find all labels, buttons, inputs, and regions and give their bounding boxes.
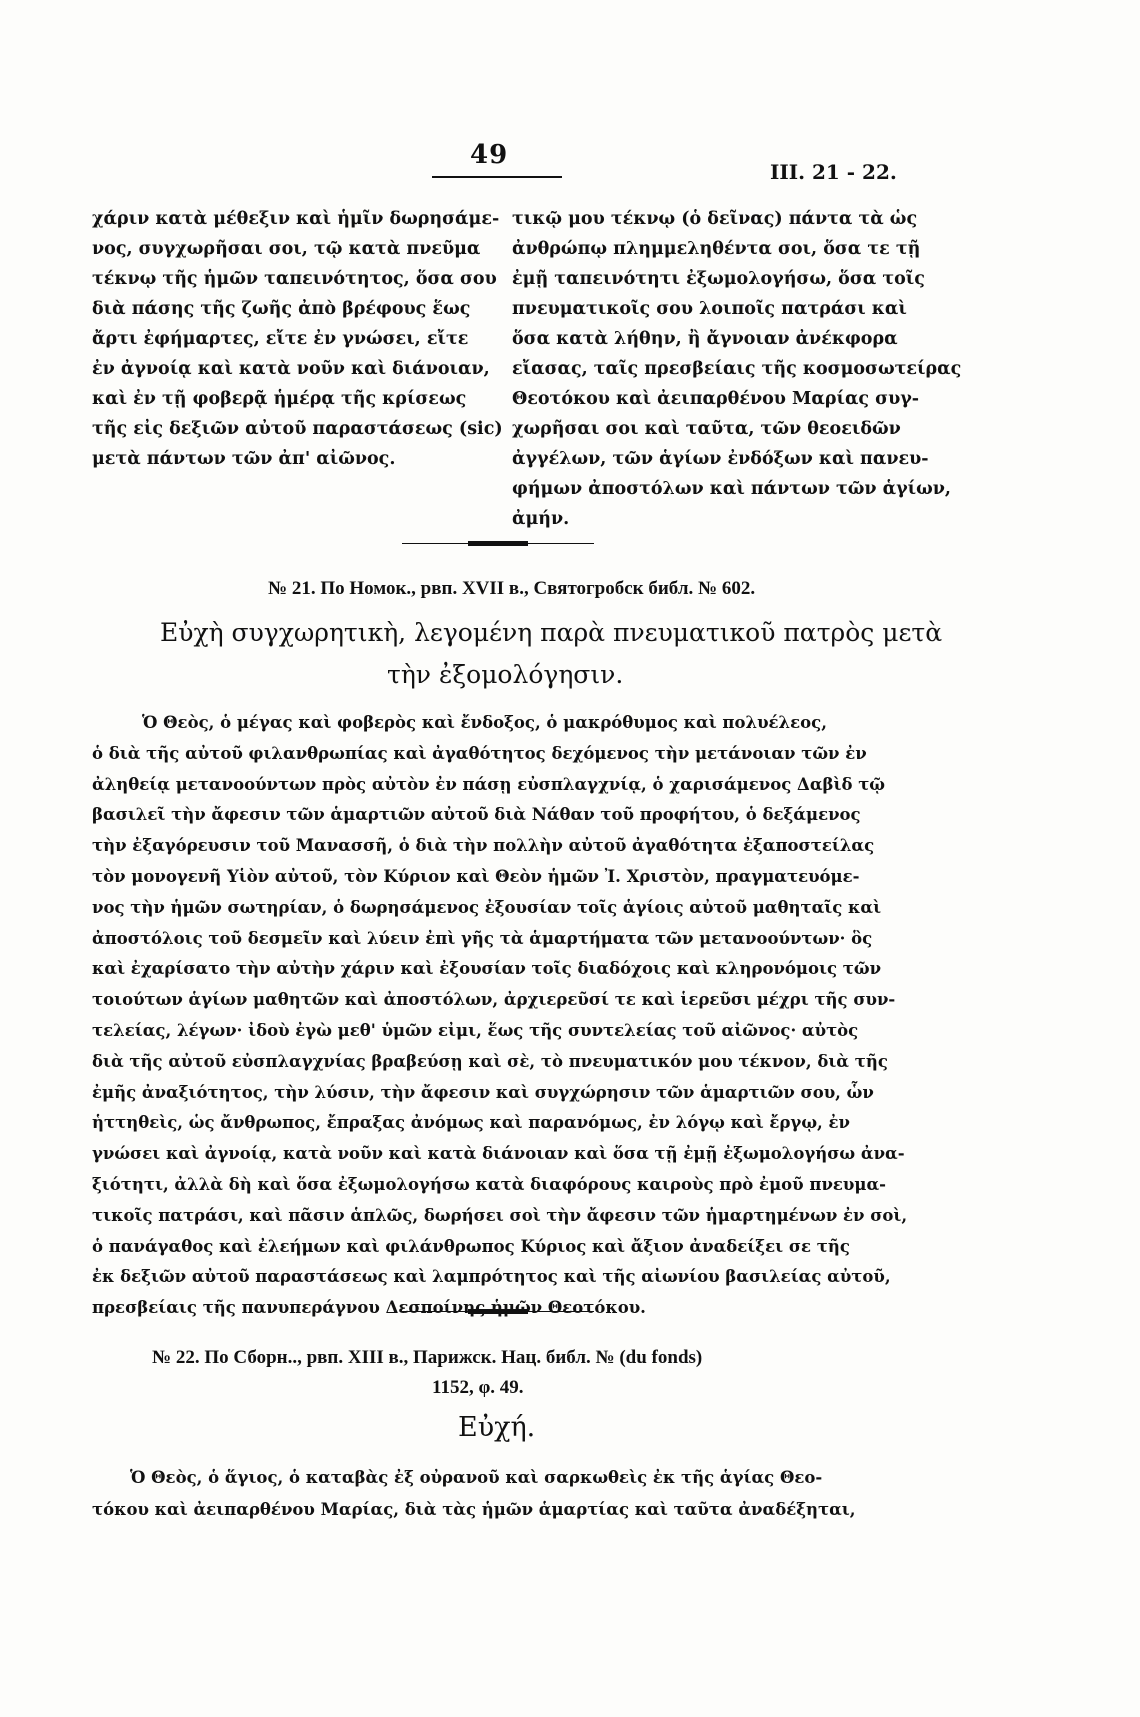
right-column-line: ἐμῇ ταπεινότητι ἐξωμολογήσω, ὅσα τοῖς	[512, 269, 925, 289]
body-line: γνώσει καὶ ἀγνοίᾳ, κατὰ νοῦν καὶ κατὰ διάνοιαν καὶ ὅσα τῇ ἐμῇ ἐξωμολογήσω ἀνα-	[92, 1144, 905, 1164]
separator-rule	[402, 543, 468, 544]
body-line: ξιότητι, ἀλλὰ δὴ καὶ ὅσα ἐξωμολογήσω κατὰ διαφόρους καιροὺς πρὸ ἐμοῦ πνευμα-	[92, 1174, 886, 1194]
right-column-line: Θεοτόκου καὶ ἀειπαρθένου Μαρίας συγ-	[512, 389, 920, 409]
separator-rule	[468, 1309, 528, 1314]
separator-rule	[402, 1311, 468, 1312]
section-22-body	[92, 1462, 922, 1526]
left-column-line: ἐν ἀγνοίᾳ καὶ κατὰ νοῦν καὶ διάνοιαν,	[92, 359, 490, 379]
section-21-body	[92, 708, 922, 1324]
body-line: ἀληθείᾳ μετανοούντων πρὸς αὐτὸν ἐν πάσῃ εὐσπλαγχνίᾳ, ὁ χαρισάμενος Δαβὶδ τῷ	[92, 774, 886, 794]
running-reference: III. 21 - 22.	[770, 160, 897, 184]
right-column-line: ἀμήν.	[512, 509, 570, 529]
body-line: βασιλεῖ τὴν ἄφεσιν τῶν ἁμαρτιῶν αὐτοῦ διὰ Νάθαν τοῦ προφήτου, ὁ δεξάμενος	[92, 805, 861, 825]
body-line: νος τὴν ἡμῶν σωτηρίαν, ὁ δωρησάμενος ἐξουσίαν τοῖς ἁγίοις αὐτοῦ μαθηταῖς καὶ	[92, 897, 882, 917]
left-column-line: τῆς εἰς δεξιῶν αὐτοῦ παραστάσεως (sic)	[92, 419, 503, 439]
body-line: τικοῖς πατράσι, καὶ πᾶσιν ἁπλῶς, δωρήσει σοὶ τὴν ἄφεσιν τῶν ἡμαρτημένων ἐν σοὶ,	[92, 1205, 908, 1225]
right-column-line: φήμων ἀποστόλων καὶ πάντων τῶν ἁγίων,	[512, 479, 952, 499]
header-rule	[432, 176, 562, 178]
body-line: ἡττηθεὶς, ὡς ἄνθρωπος, ἔπραξας ἀνόμως καὶ παρανόμως, ἐν λόγῳ καὶ ἔργῳ, ἐν	[92, 1113, 851, 1133]
left-column-line: χάριν κατὰ μέθεξιν καὶ ἡμῖν δωρησάμε-	[92, 209, 500, 229]
section-22-heading: 1152, φ. 49.	[432, 1377, 524, 1398]
body-line: τὴν ἐξαγόρευσιν τοῦ Μανασσῆ, ὁ διὰ τὴν πολλὴν αὐτοῦ ἀγαθότητα ἐξαποστείλας	[92, 836, 875, 856]
separator-rule	[528, 1311, 594, 1312]
body-line: τελείας, λέγων· ἰδοὺ ἐγὼ μεθ' ὑμῶν εἰμι, ἕως τῆς συντελείας τοῦ αἰῶνος· αὐτὸς	[92, 1020, 859, 1040]
right-column-line: ἀγγέλων, τῶν ἁγίων ἐνδόξων καὶ πανευ-	[512, 449, 929, 469]
section-22-heading: № 22. По Сборн.., рвп. XIII в., Парижск. Нац. библ. № (du fonds)	[152, 1347, 703, 1368]
left-column-line: τέκνῳ τῆς ἡμῶν ταπεινότητος, ὅσα σου	[92, 269, 497, 289]
body-line: ἐμῆς ἀναξιότητος, τὴν λύσιν, τὴν ἄφεσιν καὶ συγχώρησιν τῶν ἁμαρτιῶν σου, ὧν	[92, 1082, 874, 1102]
page-number: 49	[470, 140, 509, 170]
body-line: καὶ ἐχαρίσατο τὴν αὐτὴν χάριν καὶ ἐξουσίαν τοῖς διαδόχοις καὶ κληρονόμοις τῶν	[92, 959, 882, 979]
section-21-heading: № 21. По Номок., рвп. XVII в., Святогробск библ. № 602.	[268, 578, 756, 599]
section-21-title: Εὐχὴ συγχωρητικὴ, λεγομένη παρὰ πνευματικοῦ πατρὸς μετὰ	[160, 618, 943, 647]
right-column	[512, 204, 962, 534]
body-line: Ὁ Θεὸς, ὁ μέγας καὶ φοβερὸς καὶ ἔνδοξος, ὁ μακρόθυμος καὶ πολυέλεος,	[142, 713, 827, 732]
left-column-line: ἄρτι ἐφήμαρτες, εἴτε ἐν γνώσει, εἴτε	[92, 329, 469, 349]
body-line: Ὁ Θεὸς, ὁ ἅγιος, ὁ καταβὰς ἐξ οὐρανοῦ καὶ σαρκωθεὶς ἐκ τῆς ἁγίας Θεο-	[130, 1468, 823, 1487]
body-line: ὁ διὰ τῆς αὐτοῦ φιλανθρωπίας καὶ ἀγαθότητος δεχόμενος τὴν μετάνοιαν τῶν ἐν	[92, 743, 867, 763]
right-column-line: ἀνθρώπῳ πλημμεληθέντα σοι, ὅσα τε τῇ	[512, 239, 921, 259]
right-column-line: χωρῆσαι σοι καὶ ταῦτα, τῶν θεοειδῶν	[512, 419, 901, 439]
separator-rule	[528, 543, 594, 544]
separator-rule	[468, 541, 528, 546]
body-line: ἀποστόλοις τοῦ δεσμεῖν καὶ λύειν ἐπὶ γῆς τὰ ἁμαρτήματα τῶν μετανοούντων· ὃς	[92, 928, 873, 948]
left-column-line: καὶ ἐν τῇ φοβερᾷ ἡμέρᾳ τῆς κρίσεως	[92, 389, 467, 409]
body-line: πρεσβείαις τῆς πανυπεράγνου Δεσποίνης ἡμῶν Θεοτόκου.	[92, 1298, 646, 1318]
body-line: ἐκ δεξιῶν αὐτοῦ παραστάσεως καὶ λαμπρότητος καὶ τῆς αἰωνίου βασιλείας αὐτοῦ,	[92, 1267, 891, 1287]
body-line: τοιούτων ἁγίων μαθητῶν καὶ ἀποστόλων, ἀρχιερεῦσί τε καὶ ἱερεῦσι μέχρι τῆς συν-	[92, 990, 896, 1010]
right-column-line: τικῷ μου τέκνῳ (ὁ δεῖνας) πάντα τὰ ὡς	[512, 209, 918, 229]
body-line: τόκου καὶ ἀειπαρθένου Μαρίας, διὰ τὰς ἡμῶν ἁμαρτίας καὶ ταῦτα ἀναδέξηται,	[92, 1500, 856, 1519]
body-line: τὸν μονογενῆ Υἱὸν αὐτοῦ, τὸν Κύριον καὶ Θεὸν ἡμῶν Ἰ. Χριστὸν, πραγματευόμε-	[92, 866, 860, 886]
body-line: διὰ τῆς αὐτοῦ εὐσπλαγχνίας βραβεύσῃ καὶ σὲ, τὸ πνευματικόν μου τέκνον, διὰ τῆς	[92, 1051, 888, 1071]
body-line: ὁ πανάγαθος καὶ ἐλεήμων καὶ φιλάνθρωπος Κύριος καὶ ἄξιον ἀναδείξει σε τῆς	[92, 1236, 850, 1256]
left-column-line: διὰ πάσης τῆς ζωῆς ἀπὸ βρέφους ἕως	[92, 299, 471, 319]
left-column-line: μετὰ πάντων τῶν ἀπ' αἰῶνος.	[92, 449, 396, 469]
left-column-line: νος, συγχωρῆσαι σοι, τῷ κατὰ πνεῦμα	[92, 239, 481, 259]
right-column-line: πνευματικοῖς σου λοιποῖς πατράσι καὶ	[512, 299, 907, 319]
right-column-line: εἴασας, ταῖς πρεσβείαις τῆς κοσμοσωτείρας	[512, 359, 962, 379]
section-22-title: Εὐχή.	[458, 1412, 536, 1443]
section-21-title: τὴν ἐξομολόγησιν.	[387, 660, 624, 689]
left-column	[92, 204, 503, 474]
right-column-line: ὅσα κατὰ λήθην, ἢ ἄγνοιαν ἀνέκφορα	[512, 329, 898, 349]
